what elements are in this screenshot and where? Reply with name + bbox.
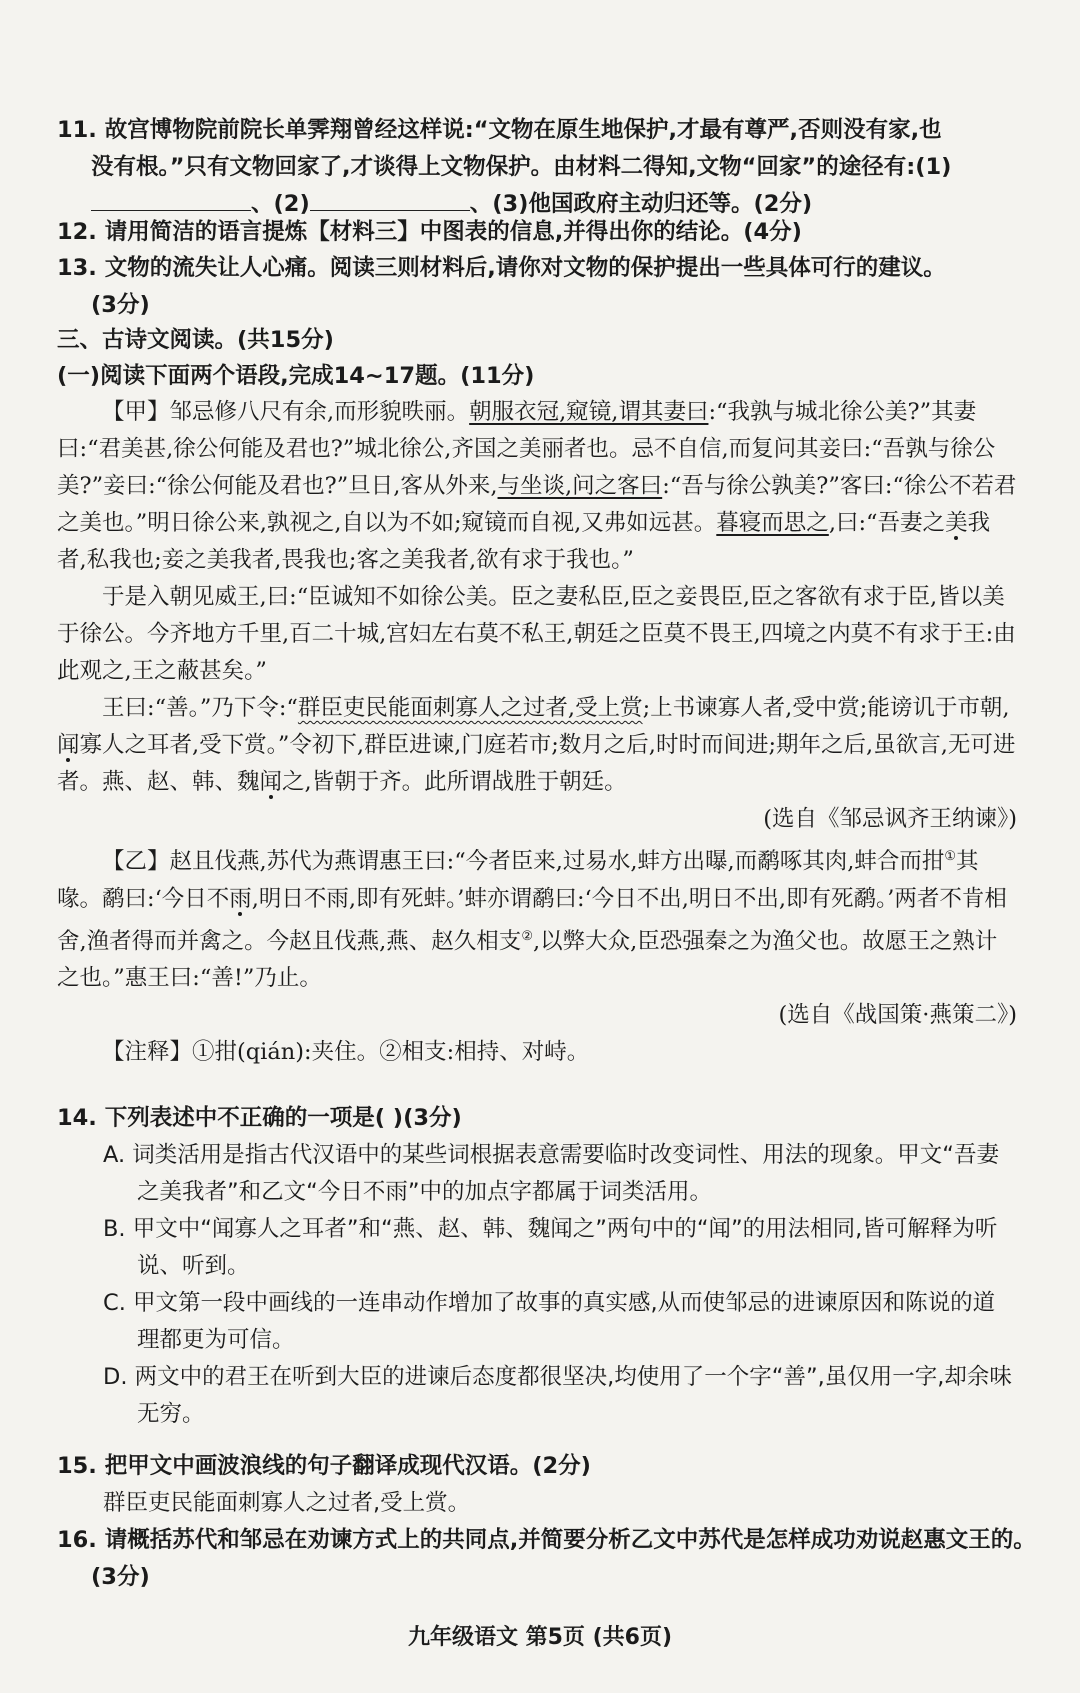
underlined-phrase-1: 朝服衣冠,窥镜,谓其妻曰 [469,399,709,425]
underlined-phrase-2: 与坐谈,问之客曰 [497,473,663,499]
q11-line1: 11. 故宫博物院前院长单霁翔曾经这样说:“文物在原生地保护,才最有尊严,否则没有家,也 [57,117,942,143]
option-a[interactable]: A. 词类活用是指古代汉语中的某些词根据表意需要临时改变词性、用法的现象。甲文“吾妻之美我者”和乙文“今日不雨”中的加点字都属于词类活用。 [103,1142,999,1205]
notes: 【注释】①拑(qián):夹住。②相支:相持、对峙。 [102,1039,590,1065]
footnote-marker-1: ① [944,849,957,864]
page-footer: 九年级语文 第5页 (共6页) [407,1625,673,1650]
question-13 [57,250,1017,324]
section-3-title: 三、古诗文阅读。(共15分) [57,327,334,353]
jia-paragraph-3: 王曰:“善。”乃下令:“群臣吏民能面刺寡人之过者,受上赏;上书谏寡人者,受中赏;能谤讥于市朝,闻寡人之耳者,受下赏。”令初下,群臣进谏,门庭若市;数月之后,时时而间进;期年之后,虽欲言,无可进者。燕、赵、韩、魏闻之,皆朝于齐。此所谓战胜于朝廷。 [57,695,1016,795]
answer-blank-2[interactable] [310,188,470,211]
q15-stem: 15. 把甲文中画波浪线的句子翻译成现代汉语。(2分) [57,1453,591,1479]
question-11 [57,112,1017,223]
dotted-char-wen-1: 闻 [57,732,80,758]
q13-line2: (3分) [91,292,150,318]
q14-stem: 14. 下列表述中不正确的一项是( )(3分) [57,1105,462,1131]
q15-sentence: 群臣吏民能面刺寡人之过者,受上赏。 [103,1490,471,1516]
jia-source: (选自《邹忌讽齐王纳谏》) [763,806,1017,832]
q11-line2: 没有根。”只有文物回家了,才谈得上文物保护。由材料二得知,文物“回家”的途径有:(1) [91,154,952,180]
answer-blank-1[interactable] [91,188,251,211]
wavy-underlined-sentence: 群臣吏民能面刺寡人之过者,受上赏 [297,695,643,721]
q11-line3: 、(2) 、(3)他国政府主动归还等。(2分) [57,186,1017,223]
option-c[interactable]: C. 甲文第一段中画线的一连串动作增加了故事的真实感,从而使邹忌的进谏原因和陈说的道理都更为可信。 [103,1290,996,1353]
dotted-char-mei: 美 [945,510,968,536]
question-15 [57,1448,1017,1522]
part-1-title: (一)阅读下面两个语段,完成14~17题。(11分) [57,363,535,389]
dotted-char-yu: 雨 [229,885,252,912]
jia-paragraph-2: 于是入朝见威王,曰:“臣诚知不如徐公美。臣之妻私臣,臣之妾畏臣,臣之客欲有求于臣,皆以美于徐公。今齐地方千里,百二十城,宫妇左右莫不私王,朝廷之臣莫不畏王,四境之内莫不有求于王:由此观之,王之蔽甚矣。” [57,584,1016,684]
q13-line1: 13. 文物的流失让人心痛。阅读三则材料后,请你对文物的保护提出一些具体可行的建议。 [57,255,946,281]
footnote-marker-2: ② [521,928,533,944]
yi-source: (选自《战国策·燕策二》) [778,1002,1017,1028]
question-16: 16. 请概括苏代和邹忌在劝谏方式上的共同点,并简要分析乙文中苏代是怎样成功劝说赵惠文王的。(3分) [57,1527,1036,1590]
option-b[interactable]: B. 甲文中“闻寡人之耳者”和“燕、赵、韩、魏闻之”两句中的“闻”的用法相同,皆可解释为听说、听到。 [103,1216,998,1279]
option-d[interactable]: D. 两文中的君王在听到大臣的进谏后态度都很坚决,均使用了一个字“善”,虽仅用一字,却余味无穷。 [103,1364,1012,1427]
question-14 [57,1100,1017,1433]
question-12: 12. 请用简洁的语言提炼【材料三】中图表的信息,并得出你的结论。(4分) [57,219,802,245]
underlined-phrase-3: 暮寝而思之 [716,510,829,536]
passage-jia [57,394,1017,1071]
jia-paragraph-1: 【甲】邹忌修八尺有余,而形貌昳丽。朝服衣冠,窥镜,谓其妻曰:“我孰与城北徐公美?”其妻曰:“君美甚,徐公何能及君也?”城北徐公,齐国之美丽者也。忌不自信,而复问其妾曰:“吾孰与徐公美?”妾曰:“徐公何能及君也?”旦日,客从外来,与坐谈,问之客曰:“吾与徐公孰美?”客曰:“徐公不若君之美也。”明日徐公来,孰视之,自以为不如;窥镜而自视,又弗如远甚。暮寝而思之,曰:“吾妻之美我者,私我也;妾之美我者,畏我也;客之美我者,欲有求于我也。” [57,399,1017,573]
dotted-char-wen-2: 闻 [259,769,283,795]
yi-paragraph: 【乙】赵且伐燕,苏代为燕谓惠王曰:“今者臣来,过易水,蚌方出曝,而鹬啄其肉,蚌合而拑①其喙。鹬曰:‘今日不雨,明日不雨,即有死蚌。’蚌亦谓鹬曰:‘今日不出,明日不出,即有死鹬。’两者不肯相舍,渔者得而并禽之。今赵且伐燕,燕、赵久相支②,以弊大众,臣恐强秦之为渔父也。故愿王之熟计之也。”惠王曰:“善!”乃止。 [57,848,1007,991]
